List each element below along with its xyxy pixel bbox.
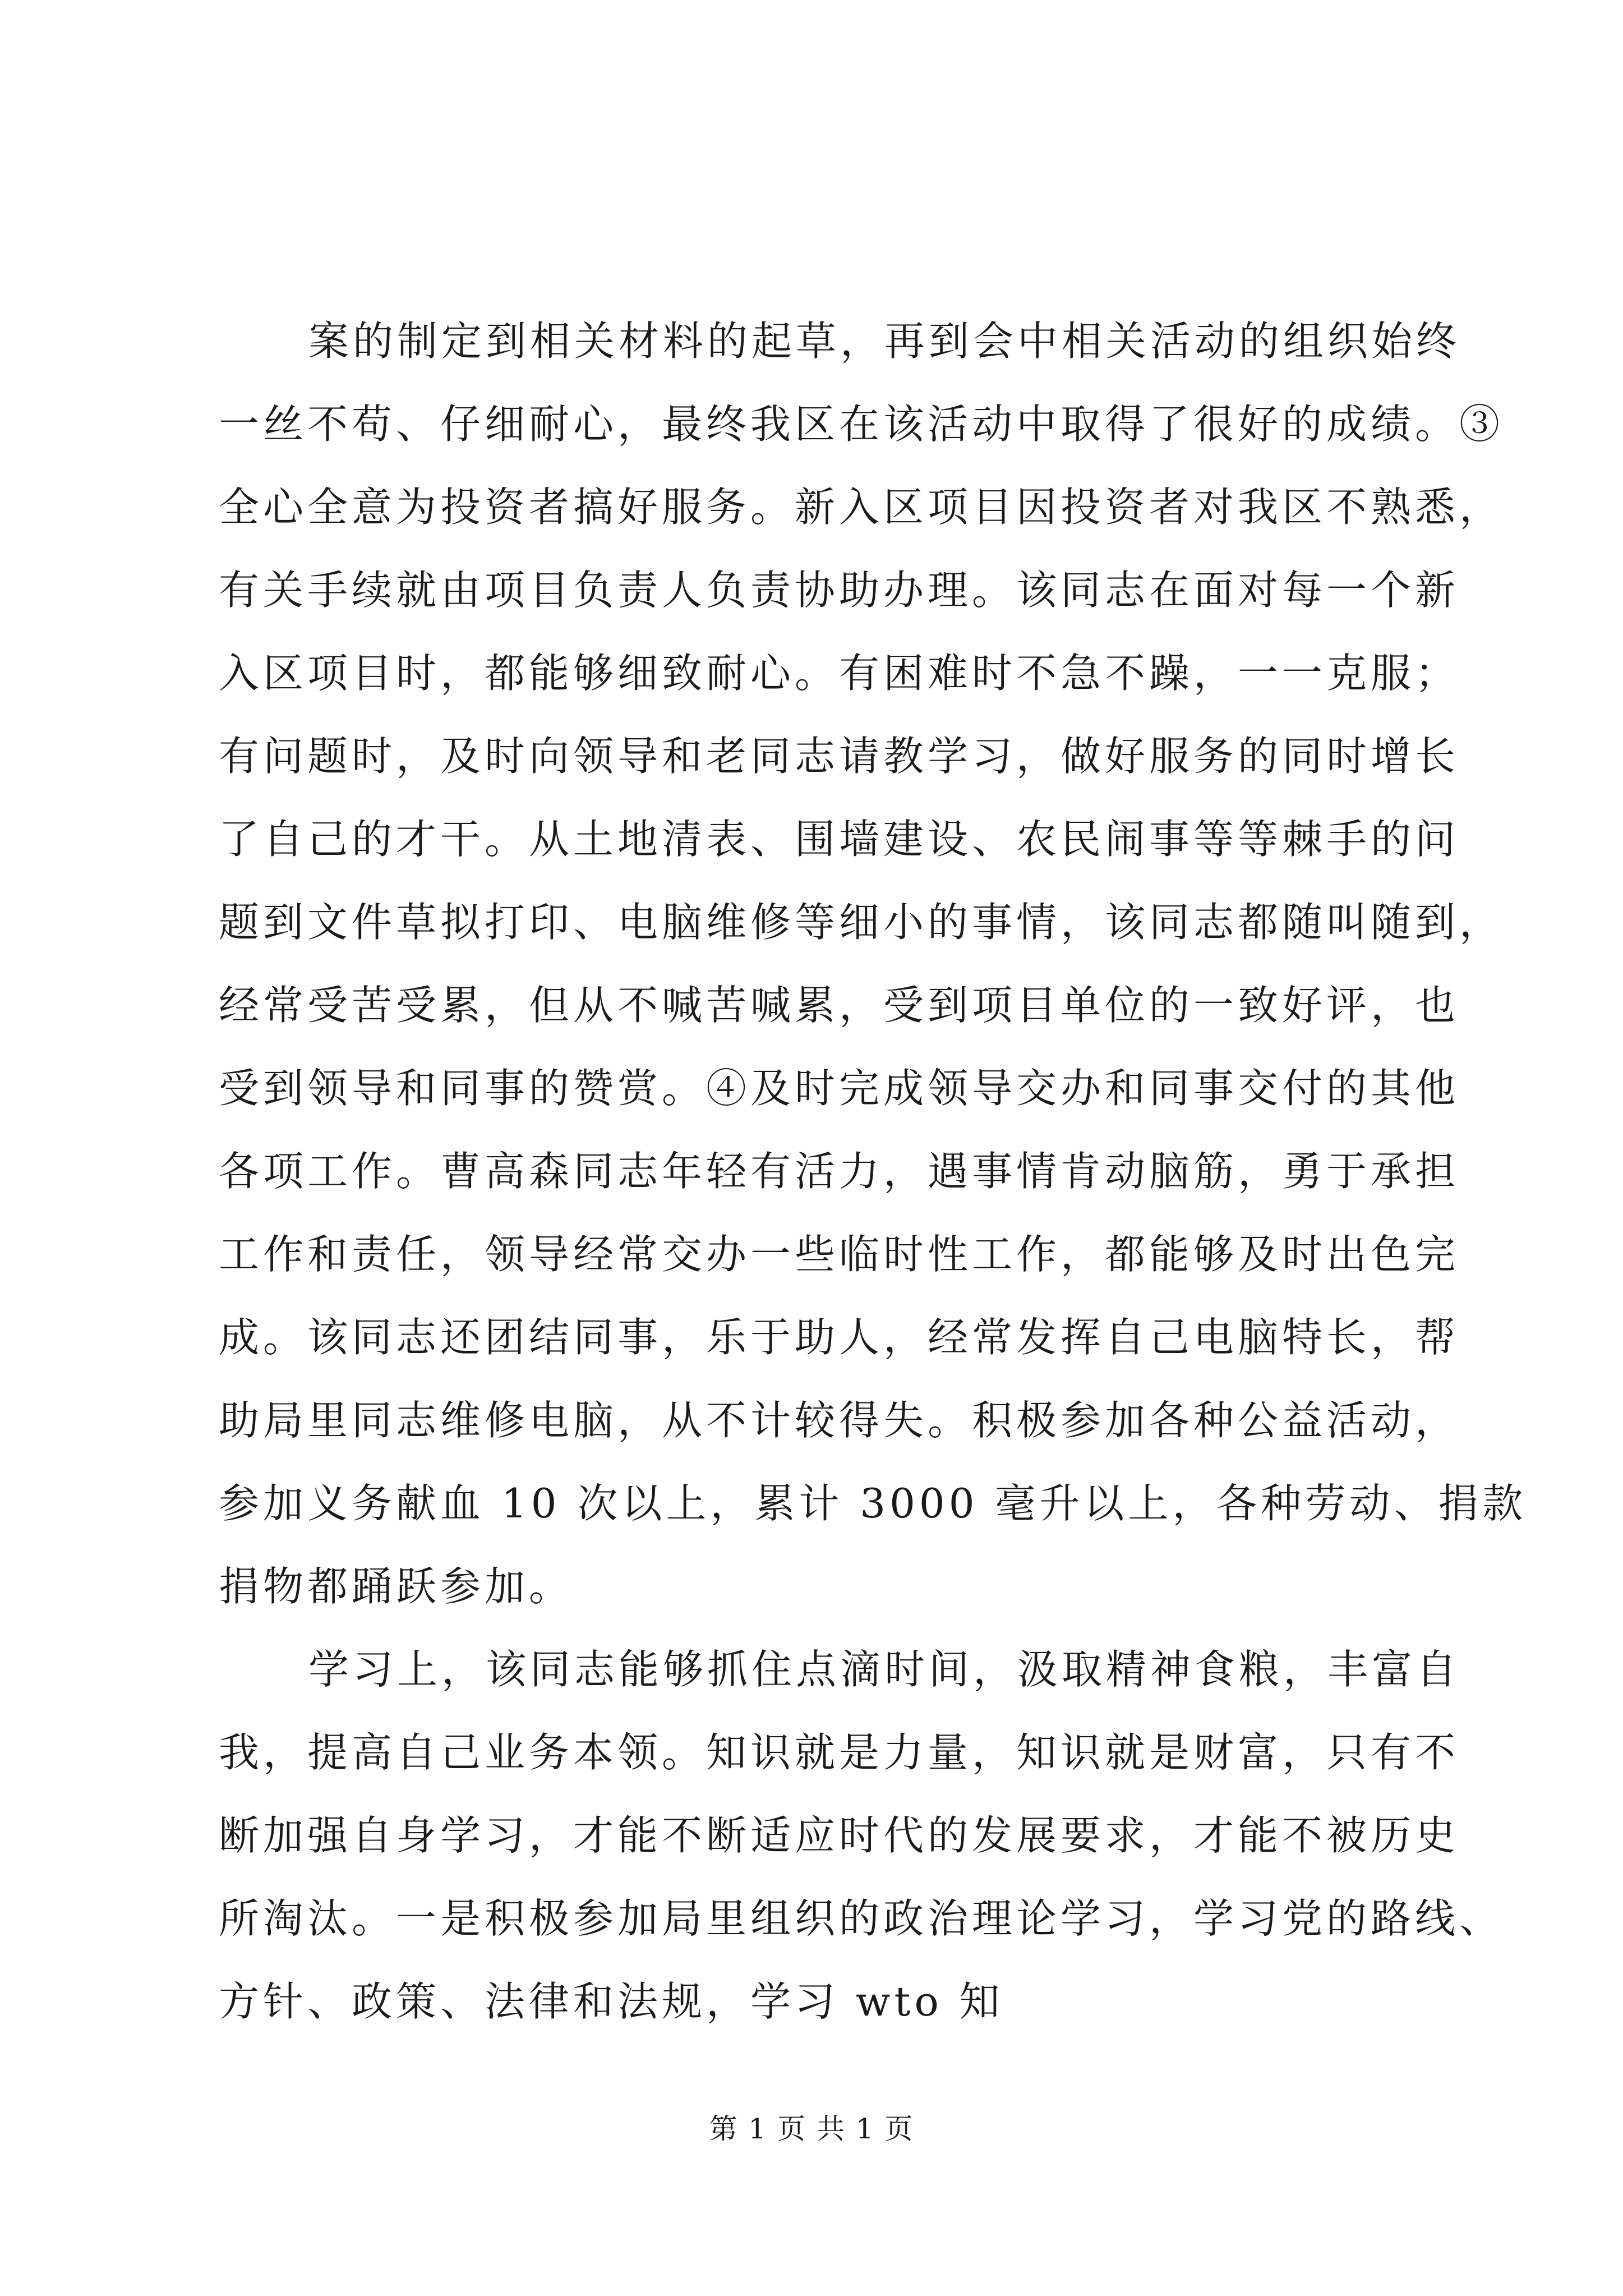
text-line: 捐物都踊跃参加。 bbox=[219, 1563, 574, 1610]
text-line: 题到文件草拟打印、电脑维修等细小的事情，该同志都随叫随到， bbox=[219, 899, 1504, 946]
text-line: 成。该同志还团结同事，乐于助人，经常发挥自己电脑特长，帮 bbox=[219, 1314, 1460, 1361]
text-line: 一丝不苟、仔细耐心，最终我区在该活动中取得了很好的成绩。③ bbox=[219, 401, 1504, 448]
text-line: 全心全意为投资者搞好服务。新入区项目因投资者对我区不熟悉， bbox=[219, 484, 1504, 531]
text-line: 助局里同志维修电脑，从不计较得失。积极参加各种公益活动， bbox=[219, 1397, 1460, 1444]
text-line: 所淘汰。一是积极参加局里组织的政治理论学习，学习党的路线、 bbox=[219, 1895, 1504, 1942]
text-line: 了自己的才干。从土地清表、围墙建设、农民闹事等等棘手的问 bbox=[219, 816, 1460, 863]
text-line: 方针、政策、法律和法规，学习 wto 知 bbox=[219, 1978, 1004, 2025]
text-line: 参加义务献血 10 次以上，累计 3000 毫升以上，各种劳动、捐款 bbox=[219, 1480, 1527, 1527]
text-line: 案的制定到相关材料的起草，再到会中相关活动的组织始终 bbox=[308, 318, 1461, 365]
text-line: 有问题时，及时向领导和老同志请教学习，做好服务的同时增长 bbox=[219, 733, 1460, 780]
text-line: 学习上，该同志能够抓住点滴时间，汲取精神食粮，丰富自 bbox=[308, 1646, 1461, 1693]
text-line: 各项工作。曹高森同志年轻有活力，遇事情肯动脑筋，勇于承担 bbox=[219, 1148, 1460, 1195]
text-line: 入区项目时，都能够细致耐心。有困难时不急不躁，一一克服； bbox=[219, 650, 1460, 697]
text-line: 经常受苦受累，但从不喊苦喊累，受到项目单位的一致好评，也 bbox=[219, 982, 1460, 1029]
text-line: 我，提高自己业务本领。知识就是力量，知识就是财富，只有不 bbox=[219, 1729, 1460, 1776]
page-footer: 第 1 页 共 1 页 bbox=[709, 2113, 914, 2145]
text-line: 断加强自身学习，才能不断适应时代的发展要求，才能不被历史 bbox=[219, 1812, 1460, 1859]
text-line: 工作和责任，领导经常交办一些临时性工作，都能够及时出色完 bbox=[219, 1231, 1460, 1278]
text-line: 有关手续就由项目负责人负责协助办理。该同志在面对每一个新 bbox=[219, 567, 1460, 614]
text-line: 受到领导和同事的赞赏。④及时完成领导交办和同事交付的其他 bbox=[219, 1065, 1460, 1112]
